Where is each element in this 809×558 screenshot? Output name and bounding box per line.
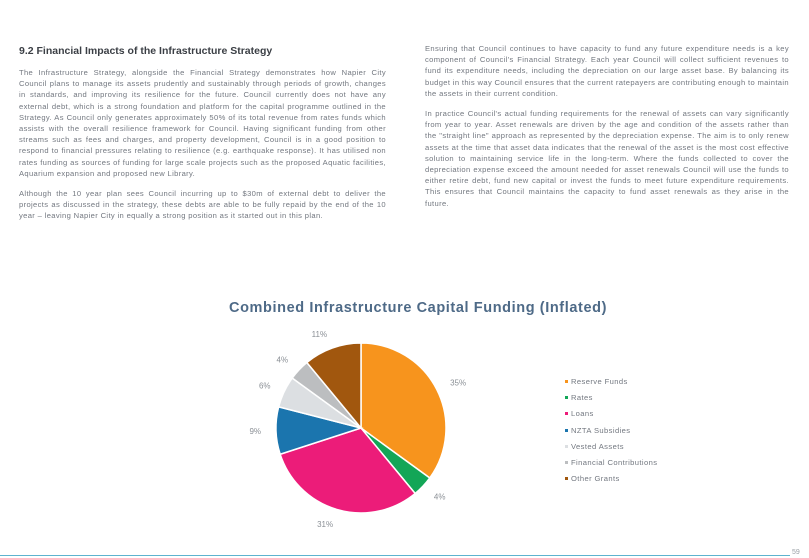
pie-data-label: 11% [311, 329, 328, 339]
legend-label: Other Grants [571, 474, 620, 484]
legend-swatch [565, 461, 568, 464]
legend-item [565, 471, 657, 487]
legend-label: Vested Assets [571, 441, 624, 451]
legend-item [565, 438, 657, 454]
legend-label: Loans [571, 409, 594, 419]
legend-swatch [565, 380, 568, 383]
pie-data-label: 35% [450, 378, 467, 388]
chart-legend [565, 373, 657, 487]
footer-divider [0, 555, 790, 556]
pie-data-label: 9% [249, 427, 261, 437]
legend-swatch [565, 396, 568, 399]
pie-data-label: 4% [276, 355, 289, 365]
pie-data-label: 6% [258, 381, 271, 391]
right-paragraph: Ensuring that Council continues to have capacity to fund any future expenditure needs is a key component of Council's Financial Strategy. Each year Council will collect sufficient revenues to fund its expenditure needs, including the depreciation on our large asset base. By balancing its budget in this way Council ensures that the current ratepayers are contributing enough to maintain the assets in their current condition. [425, 44, 789, 98]
legend-item [565, 406, 657, 422]
legend-label: Reserve Funds [571, 376, 628, 386]
right-paragraph: In practice Council's actual funding requirements for the renewal of assets can vary significantly from year to year. Asset renewals are driven by the age and condition of the assets rather than the "straight line" approach as represented by the depreciation expense. The aim is to only renew assets at the time that asset data indicates that the renewal of the asset is the most cost effective solution to maintaining service life in the long-term. Where the funds collected to cover the depreciation expense exceed the amount needed for asset renewals Council will use the funds to either retire debt, fund new capital or invest the funds to meet future expenditure requirements. This ensures that Council maintains the capacity to fund asset renewals as they arise in the future. [425, 109, 789, 208]
legend-swatch [565, 412, 568, 415]
legend-item [565, 389, 657, 405]
legend-swatch [565, 445, 568, 448]
legend-label: Rates [571, 392, 593, 402]
pie-data-label: 4% [433, 492, 446, 502]
legend-item [565, 373, 657, 389]
legend-swatch [565, 429, 568, 432]
legend-swatch [565, 477, 568, 480]
page-number: 59 [792, 549, 800, 556]
legend-item [565, 422, 657, 438]
legend-label: NZTA Subsidies [571, 425, 631, 435]
chart-title: Combined Infrastructure Capital Funding (Inflated) [229, 300, 607, 316]
pie-data-label: 31% [317, 520, 334, 529]
legend-item [565, 454, 657, 470]
legend-label: Financial Contributions [571, 458, 658, 468]
left-paragraph: Although the 10 year plan sees Council incurring up to $30m of external debt to deliver the projects as discussed in the strategy, these debts are able to be fully repaid by the end of the 10 year – leaving Napier City in equally a strong position as it started out in this plan. [19, 189, 386, 221]
left-paragraph: The Infrastructure Strategy, alongside the Financial Strategy demonstrates how Napier City Council plans to manage its assets prudently and sustainably through periods of growth, changes in standards, and improving its resilience for the future. Council currently does not have any external debt, which is a strong foundation and platform for the capital programme outlined in the Strategy. As Council only generates approximately 50% of its total revenue from rates funds which assists with the overall resilience framework for Council. Having significant funding from other streams such as fees and charges, and property development, Council is in a good position to respond to financial pressures relating to resilience (e.g. earthquake response). It has utilised non rates funding as sources of funding for large scale projects such as the proposed Aquatic facilities, Aquarium expansion and proposed new Library. [19, 68, 386, 178]
section-heading: 9.2 Financial Impacts of the Infrastructure Strategy [19, 45, 273, 57]
